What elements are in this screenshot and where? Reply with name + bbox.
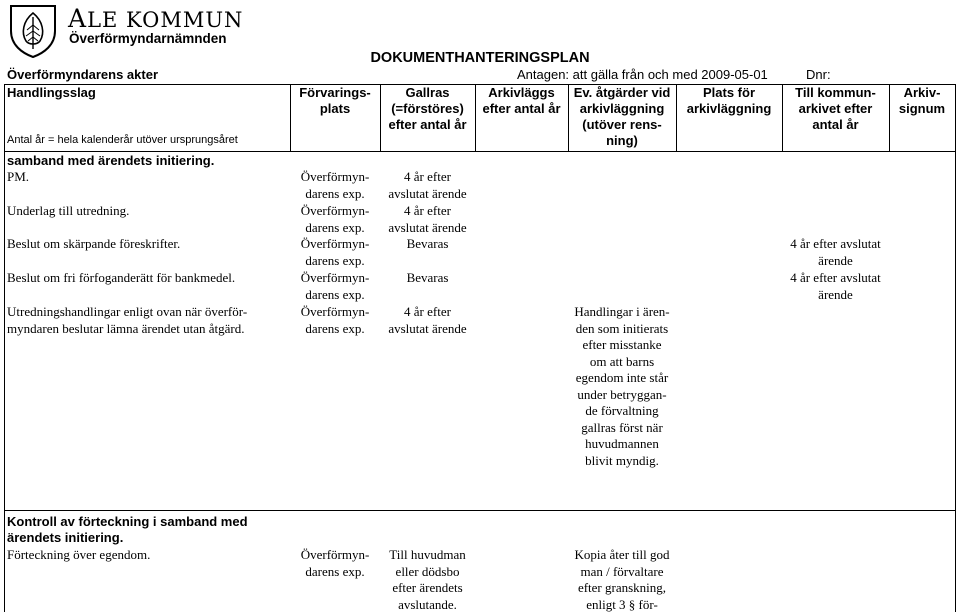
table-row-name: PM. xyxy=(7,169,30,184)
col-header-arkivsignum: Arkiv- signum xyxy=(898,85,946,116)
gallras-value: Till huvudman eller dödsbo efter ärendets avslutande. xyxy=(389,547,466,612)
storage-place: Överförmyn- darens exp. xyxy=(300,304,370,336)
kommunarkiv-value: 4 år efter avslutat ärende xyxy=(790,236,881,268)
col-header-arkivlaggs: Arkivläggs efter antal år xyxy=(482,85,561,116)
storage-place: Överförmyn- darens exp. xyxy=(300,236,370,268)
gallras-value: 4 år efter avslutat ärende xyxy=(388,169,467,201)
storage-place: Överförmyn- darens exp. xyxy=(300,547,370,579)
org-subtitle: Överförmyndarnämnden xyxy=(69,31,227,46)
col-header-forvaringsplats: Förvarings- plats xyxy=(299,85,371,116)
header-bottom-border xyxy=(4,151,956,152)
storage-place: Överförmyn- darens exp. xyxy=(300,169,370,201)
gallras-value: 4 år efter avslutat ärende xyxy=(388,304,467,336)
table-row-name: Utredningshandlingar enligt ovan när överför- myndaren beslutar lämna ärendet utan åtgärd. xyxy=(7,304,248,336)
col-header-handlingsslag: Handlingsslag xyxy=(7,85,96,100)
section-divider xyxy=(4,510,956,511)
storage-place: Överförmyn- darens exp. xyxy=(300,203,370,235)
col-header-plats-for-arkivlaggning: Plats för arkivläggning xyxy=(686,85,772,116)
section-label: Överförmyndarens akter xyxy=(7,67,159,82)
gallras-value: Bevaras xyxy=(406,270,449,285)
adopted-date: Antagen: att gälla från och med 2009-05-01 xyxy=(517,67,768,82)
archiving-measures: Handlingar i ären- den som initierats efter misstanke om att barns egendom inte står under betryggan- de förvaltning gallras först när huvudmannen blivit myndig. xyxy=(574,304,670,468)
kommunarkiv-value: 4 år efter avslutat ärende xyxy=(790,270,881,302)
table-border-left xyxy=(4,84,5,612)
gallras-value: 4 år efter avslutat ärende xyxy=(388,203,467,235)
col-header-kommunarkivet: Till kommun- arkivet efter antal år xyxy=(795,85,876,132)
archiving-measures: Kopia åter till god man / förvaltare efter granskning, enligt 3 § för- xyxy=(574,547,670,612)
storage-place: Överförmyn- darens exp. xyxy=(300,270,370,302)
table-row-name: Förteckning över egendom. xyxy=(7,547,151,562)
table-row-name: Underlag till utredning. xyxy=(7,203,130,218)
gallras-value: Bevaras xyxy=(406,236,449,251)
org-name: ALE KOMMUN xyxy=(68,4,244,33)
document-title: DOKUMENTHANTERINGSPLAN xyxy=(370,50,590,66)
col-header-atgarder: Ev. åtgärder vid arkivläggning (utöver rens- ning) xyxy=(573,85,671,148)
table-border-right xyxy=(955,84,956,612)
antal-ar-note: Antal år = hela kalenderår utöver ursprungsåret xyxy=(7,134,238,146)
dnr-label: Dnr: xyxy=(806,67,831,82)
section-heading: Kontroll av förteckning i samband med ärendets initiering. xyxy=(7,514,248,545)
table-row-name: Beslut om skärpande föreskrifter. xyxy=(7,236,181,251)
table-row-name: Beslut om fri förfoganderätt för bankmedel. xyxy=(7,270,236,285)
col-header-gallras: Gallras (=förstöres) efter antal år xyxy=(388,85,467,132)
section-heading: samband med ärendets initiering. xyxy=(7,153,215,168)
